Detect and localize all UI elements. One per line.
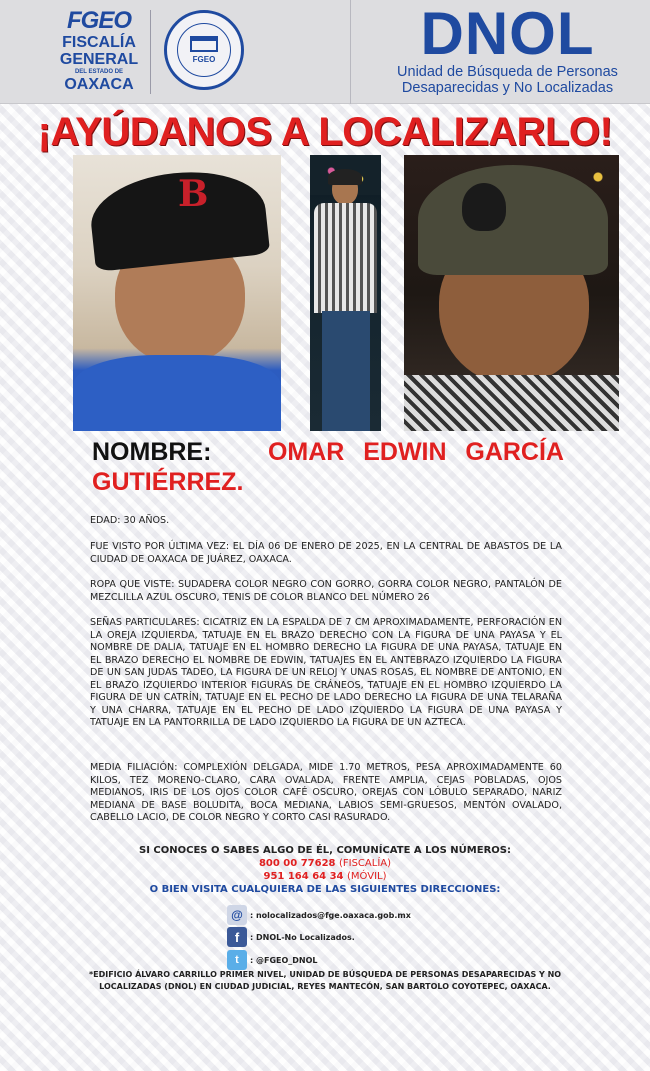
contact-intro: SI CONOCES O SABES ALGO DE ÉL, COMUNÍCATE A LOS NÚMEROS: bbox=[139, 845, 511, 856]
dnol-subtitle-2: Desaparecidas y No Localizadas bbox=[401, 80, 614, 96]
dnol-title: DNOL bbox=[420, 0, 595, 67]
cap-icon bbox=[418, 165, 608, 275]
skull-logo-icon bbox=[462, 183, 506, 231]
jeans-shape bbox=[322, 311, 370, 431]
photo-fullbody bbox=[310, 155, 381, 431]
marks-text: SEÑAS PARTICULARES: CICATRIZ EN LA ESPALDA DE 7 CM APROXIMADAMENTE, PERFORACIÓN EN LA OREJA IZQUIERDA, TATUAJE EN EL BRAZO DERECHO CON LA FIGURA DE UNA PAYASA Y EL NOMBRE DE DALIA, TATUAJE EN EL HOMBRO DERECHO LA FIGURA DE UNA PAYASA, TATUAJE EN EL BRAZO DERECHO EL NOMBRE DE EDWIN, TATUAJES EN EL ANTEBRAZO IZQUIERDO LA FIGURA DE UN SAN JUDAS TADEO, LA FIGURA DE UN RELOJ Y UNAS ROSAS, EL NOMBRE DE ANTONIO, EN EL BRAZO IZQUIERDO INTERIOR FIGURAS DE CRÁNEOS, TATUAJE EN EL HOMBRO IZQUIERDO LA FIGURA DE UN CATRÍN, TATUAJE EN EL PECHO DE LADO DERECHO LA FIGURA DE UNA TELARAÑA Y UNA CHARRA, TATUAJE EN EL PECHO DE LADO IZQUIERDO LA FIGURA DE UNA PAYASA Y TATUAJE EN LA PANTORRILLA DE LADO IZQUIERDO LA FIGURA DE UN AZTECA. bbox=[90, 617, 562, 728]
jacket-shape bbox=[404, 375, 619, 431]
photo-closeup bbox=[73, 155, 281, 431]
description-text: MEDIA FILIACIÓN: COMPLEXIÓN DELGADA, MIDE 1.70 METROS, PESA APROXIMADAMENTE 60 KILOS, TEZ MORENO-CLARO, CARA OVALADA, FRENTE AMPLIA, CEJAS POBLADAS, OJOS MEDIANOS, IRIS DE LOS OJOS COLOR CAFÉ OSCURO, OREJAS CON LÓBULO SEPARADO, NARIZ MEDIANA DE BASE BOLUDITA, BOCA MEDIANA, LABIOS SEMI-GRUESOS, MENTÓN OVALADO, CABELLO LACIO, DE COLOR NEGRO Y CORTO CASI RASURADO. bbox=[90, 762, 562, 823]
cap-logo-icon: B bbox=[178, 173, 209, 215]
person-name bbox=[92, 437, 564, 497]
phone-fiscalia-tag: (FISCALÍA) bbox=[338, 858, 392, 869]
seal-inner bbox=[177, 23, 231, 77]
name-label: NOMBRE: bbox=[92, 438, 212, 466]
phone-movil[interactable]: 951 164 64 34 bbox=[263, 871, 344, 882]
contact-block bbox=[60, 844, 590, 896]
facebook-icon: f bbox=[227, 927, 247, 947]
dnol-subtitle-1: Unidad de Búsqueda de Personas bbox=[397, 64, 618, 80]
clothing-text: ROPA QUE VISTE: SUDADERA COLOR NEGRO CON GORRO, GORRA COLOR NEGRO, PANTALÓN DE MEZCLILLA AZUL OSCURO, TENIS DE COLOR BLANCO DEL NÚMERO 26 bbox=[90, 579, 562, 603]
fgeo-line2: GENERAL bbox=[59, 51, 139, 68]
sweater-shape bbox=[314, 203, 377, 313]
name-value: OMAR EDWIN GARCÍA GUTIÉRREZ. bbox=[92, 438, 564, 496]
phone-row-2 bbox=[60, 870, 590, 883]
email-link[interactable]: : nolocalizados@fge.oaxaca.gob.mx bbox=[250, 910, 411, 920]
header-bar bbox=[0, 0, 650, 104]
phone-movil-tag: (MÓVIL) bbox=[347, 871, 387, 882]
cap-icon bbox=[328, 169, 362, 185]
fgeo-line3: DEL ESTADO DE bbox=[74, 69, 124, 75]
phone-row-1 bbox=[60, 857, 590, 870]
dnol-logo bbox=[390, 0, 625, 96]
twitter-link[interactable]: : @FGEO_DNOL bbox=[250, 955, 318, 965]
visit-text: O BIEN VISITA CUALQUIERA DE LAS SIGUIENTES DIRECCIONES: bbox=[149, 884, 501, 895]
headline: ¡AYÚDANOS A LOCALIZARLO! bbox=[37, 110, 613, 154]
footer-address: *EDIFICIO ÁLVARO CARRILLO PRIMER NIVEL, UNIDAD DE BÚSQUEDA DE PERSONAS DESAPARECIDAS Y NO LOCALIZADAS (DNOL) EN CIUDAD JUDICIAL, REYES MANTECÓN, SAN BARTOLO COYOTEPEC, OAXACA. bbox=[88, 970, 562, 991]
logo-divider bbox=[150, 10, 151, 94]
header-divider bbox=[350, 0, 351, 104]
building-icon bbox=[190, 36, 218, 52]
last-seen-text: FUE VISTO POR ÚLTIMA VEZ: EL DÍA 06 DE ENERO DE 2025, EN LA CENTRAL DE ABASTOS DE LA CIUDAD DE OAXACA DE JUÁREZ, OAXACA. bbox=[90, 541, 562, 565]
facebook-row[interactable] bbox=[227, 927, 355, 947]
fgeo-seal-icon bbox=[164, 10, 244, 90]
age-text: EDAD: 30 AÑOS. bbox=[90, 515, 170, 526]
fgeo-line1: FISCALÍA bbox=[62, 34, 136, 51]
fgeo-line4: OAXACA bbox=[64, 76, 134, 93]
twitter-row[interactable] bbox=[227, 950, 318, 970]
email-row[interactable] bbox=[227, 905, 411, 925]
photo-portrait bbox=[404, 155, 619, 431]
fgeo-mark: FGEO bbox=[66, 7, 131, 34]
email-icon: @ bbox=[227, 905, 247, 925]
twitter-icon: t bbox=[227, 950, 247, 970]
seal-text: FGEO bbox=[192, 55, 216, 64]
social-links bbox=[227, 900, 527, 970]
facebook-link[interactable]: : DNOL-No Localizados. bbox=[250, 932, 355, 942]
phone-fiscalia[interactable]: 800 00 77628 bbox=[258, 858, 336, 869]
hoodie-shape bbox=[73, 355, 281, 431]
fgeo-logo bbox=[58, 8, 140, 93]
